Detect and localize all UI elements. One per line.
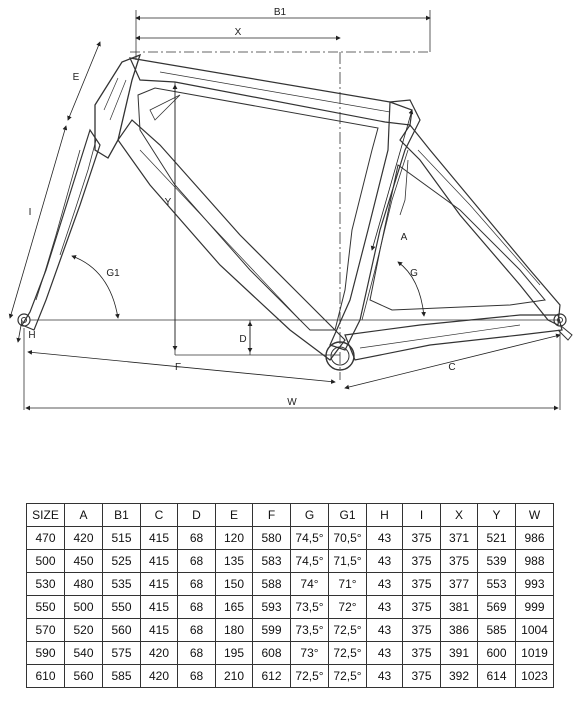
table-cell: 450 <box>65 550 103 573</box>
table-cell: 68 <box>178 596 216 619</box>
column-header-size: SIZE <box>27 504 65 527</box>
table-cell: 43 <box>367 642 403 665</box>
geometry-table <box>26 503 554 688</box>
table-cell: 585 <box>103 665 141 688</box>
table-cell: 371 <box>441 527 478 550</box>
table-row <box>27 550 554 573</box>
table-cell: 600 <box>478 642 516 665</box>
column-header-g1: G1 <box>329 504 367 527</box>
table-cell: 415 <box>141 573 178 596</box>
table-cell: 610 <box>27 665 65 688</box>
table-cell: 540 <box>65 642 103 665</box>
table-cell: 500 <box>65 596 103 619</box>
table-cell: 612 <box>253 665 291 688</box>
table-cell: 68 <box>178 665 216 688</box>
column-header-w: W <box>516 504 554 527</box>
column-header-i: I <box>403 504 441 527</box>
table-row <box>27 573 554 596</box>
label-c: C <box>448 362 456 373</box>
column-header-d: D <box>178 504 216 527</box>
table-cell: 150 <box>216 573 253 596</box>
table-cell: 550 <box>103 596 141 619</box>
table-cell: 420 <box>65 527 103 550</box>
table-cell: 999 <box>516 596 554 619</box>
table-cell: 43 <box>367 665 403 688</box>
table-cell: 74° <box>291 573 329 596</box>
table-cell: 1004 <box>516 619 554 642</box>
table-cell: 43 <box>367 619 403 642</box>
label-g1: G1 <box>106 268 120 279</box>
table-cell: 120 <box>216 527 253 550</box>
label-x: X <box>234 27 242 38</box>
table-cell: 72,5° <box>291 665 329 688</box>
table-cell: 580 <box>253 527 291 550</box>
label-f: F <box>174 362 182 373</box>
bike-frame-drawing <box>18 55 572 370</box>
table-cell: 415 <box>141 527 178 550</box>
table-cell: 73,5° <box>291 596 329 619</box>
table-cell: 570 <box>27 619 65 642</box>
table-cell: 375 <box>403 573 441 596</box>
table-cell: 520 <box>65 619 103 642</box>
label-g: G <box>410 268 418 279</box>
table-cell: 1019 <box>516 642 554 665</box>
table-cell: 553 <box>478 573 516 596</box>
table-cell: 375 <box>403 550 441 573</box>
table-cell: 420 <box>141 665 178 688</box>
column-header-f: F <box>253 504 291 527</box>
table-cell: 375 <box>441 550 478 573</box>
table-cell: 375 <box>403 619 441 642</box>
dimension-labels <box>28 7 455 408</box>
table-cell: 71° <box>329 573 367 596</box>
table-cell: 569 <box>478 596 516 619</box>
table-cell: 43 <box>367 527 403 550</box>
label-w: W <box>287 397 297 408</box>
column-header-g: G <box>291 504 329 527</box>
column-header-h: H <box>367 504 403 527</box>
table-cell: 73,5° <box>291 619 329 642</box>
table-cell: 375 <box>403 642 441 665</box>
table-cell: 614 <box>478 665 516 688</box>
table-cell: 415 <box>141 619 178 642</box>
table-cell: 539 <box>478 550 516 573</box>
table-row <box>27 665 554 688</box>
table-cell: 195 <box>216 642 253 665</box>
table-row <box>27 596 554 619</box>
label-d: D <box>239 334 247 345</box>
table-cell: 43 <box>367 596 403 619</box>
table-cell: 386 <box>441 619 478 642</box>
table-cell: 530 <box>27 573 65 596</box>
table-cell: 583 <box>253 550 291 573</box>
label-h: H <box>28 330 36 341</box>
table-cell: 415 <box>141 550 178 573</box>
table-cell: 70,5° <box>329 527 367 550</box>
table-cell: 72,5° <box>329 642 367 665</box>
label-i: I <box>28 207 32 218</box>
label-y: Y <box>164 197 172 208</box>
table-cell: 375 <box>403 596 441 619</box>
table-cell: 988 <box>516 550 554 573</box>
table-cell: 43 <box>367 573 403 596</box>
table-body <box>27 527 554 688</box>
table-cell: 575 <box>103 642 141 665</box>
label-b1: B1 <box>273 7 287 18</box>
table-cell: 500 <box>27 550 65 573</box>
column-header-x: X <box>441 504 478 527</box>
table-cell: 550 <box>27 596 65 619</box>
table-cell: 73° <box>291 642 329 665</box>
table-cell: 480 <box>65 573 103 596</box>
table-cell: 68 <box>178 642 216 665</box>
label-e: E <box>72 72 80 83</box>
column-header-e: E <box>216 504 253 527</box>
table-cell: 180 <box>216 619 253 642</box>
table-cell: 608 <box>253 642 291 665</box>
table-cell: 392 <box>441 665 478 688</box>
table-cell: 165 <box>216 596 253 619</box>
table-cell: 210 <box>216 665 253 688</box>
table-cell: 71,5° <box>329 550 367 573</box>
table-cell: 535 <box>103 573 141 596</box>
table-row <box>27 527 554 550</box>
table-cell: 588 <box>253 573 291 596</box>
table-cell: 420 <box>141 642 178 665</box>
table-cell: 993 <box>516 573 554 596</box>
table-cell: 135 <box>216 550 253 573</box>
table-cell: 74,5° <box>291 527 329 550</box>
table-cell: 470 <box>27 527 65 550</box>
label-a: A <box>400 232 408 243</box>
table-cell: 560 <box>103 619 141 642</box>
table-cell: 599 <box>253 619 291 642</box>
table-cell: 1023 <box>516 665 554 688</box>
table-cell: 986 <box>516 527 554 550</box>
table-cell: 521 <box>478 527 516 550</box>
table-cell: 560 <box>65 665 103 688</box>
table-cell: 68 <box>178 527 216 550</box>
table-cell: 375 <box>403 527 441 550</box>
table-cell: 415 <box>141 596 178 619</box>
table-cell: 593 <box>253 596 291 619</box>
table-row <box>27 642 554 665</box>
table-cell: 375 <box>403 665 441 688</box>
table-cell: 590 <box>27 642 65 665</box>
table-cell: 525 <box>103 550 141 573</box>
column-header-b1: B1 <box>103 504 141 527</box>
table-cell: 68 <box>178 550 216 573</box>
table-cell: 391 <box>441 642 478 665</box>
table-cell: 585 <box>478 619 516 642</box>
table-cell: 68 <box>178 619 216 642</box>
table-cell: 72° <box>329 596 367 619</box>
dimension-lines <box>10 18 560 408</box>
column-header-y: Y <box>478 504 516 527</box>
table-row <box>27 619 554 642</box>
table-cell: 74,5° <box>291 550 329 573</box>
table-cell: 381 <box>441 596 478 619</box>
column-header-a: A <box>65 504 103 527</box>
table-cell: 68 <box>178 573 216 596</box>
table-cell: 515 <box>103 527 141 550</box>
table-cell: 377 <box>441 573 478 596</box>
table-cell: 72,5° <box>329 665 367 688</box>
table-cell: 72,5° <box>329 619 367 642</box>
table-cell: 43 <box>367 550 403 573</box>
column-header-c: C <box>141 504 178 527</box>
table-header-row <box>27 504 554 527</box>
